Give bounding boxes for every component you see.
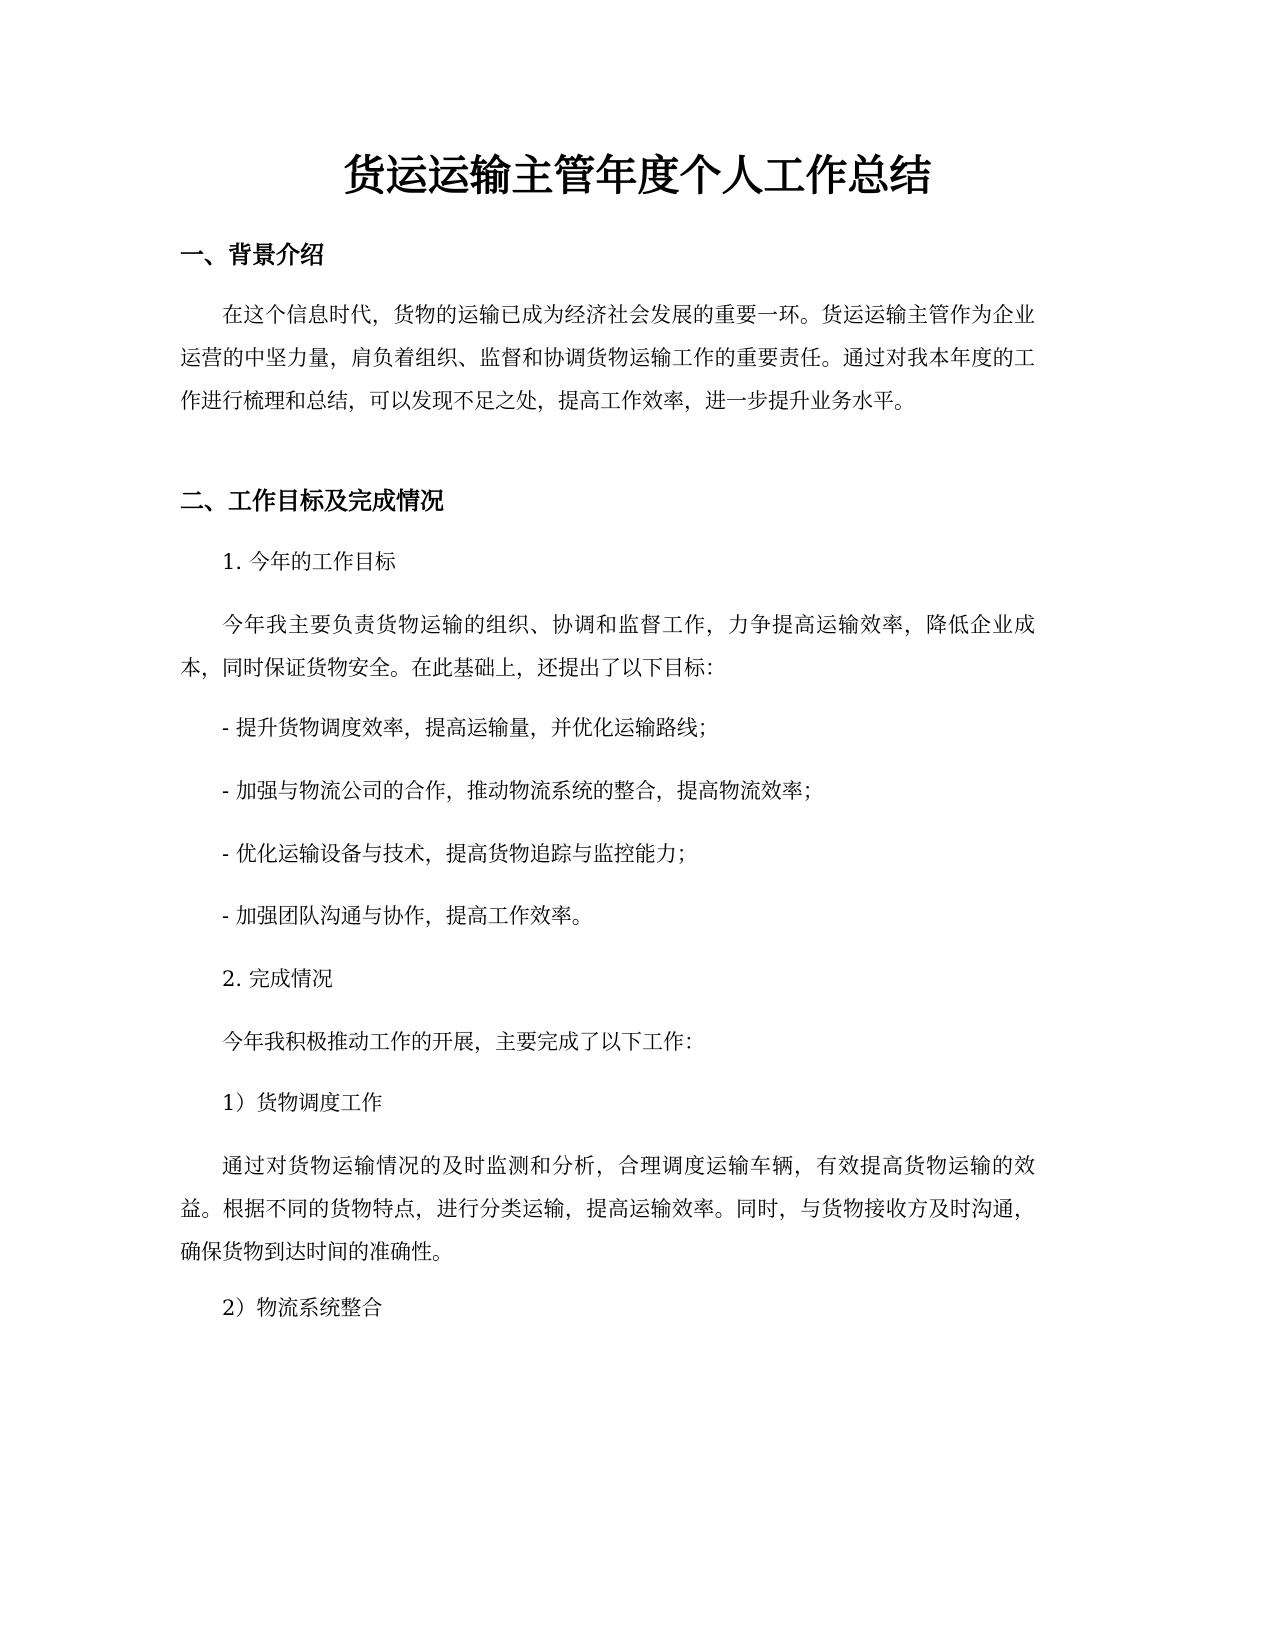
goal-item: - 优化运输设备与技术，提高货物追踪与监控能力； xyxy=(222,842,698,866)
goal-item: - 提升货物调度效率，提高运输量，并优化运输路线； xyxy=(222,716,719,740)
section-heading-background: 一、背景介绍 xyxy=(180,241,324,269)
background-paragraph: 在这个信息时代，货物的运输已成为经济社会发展的重要一环。货运运输主管作为企业运营的中坚力量，肩负着组织、监督和协调货物运输工作的重要责任。通过对我本年度的工作进行梳理和总结，可以发现不足之处，提高工作效率，进一步提升业务水平。 xyxy=(180,303,1035,413)
goals-subheading: 1. 今年的工作目标 xyxy=(222,550,396,574)
section-heading-goals-completion: 二、工作目标及完成情况 xyxy=(180,487,444,515)
document-title: 货运运输主管年度个人工作总结 xyxy=(343,151,932,200)
item1-paragraph: 通过对货物运输情况的及时监测和分析，合理调度运输车辆，有效提高货物运输的效益。根据不同的货物特点，进行分类运输，提高运输效率。同时，与货物接收方及时沟通，确保货物到达时间的准确性。 xyxy=(180,1154,1035,1264)
completion-subheading: 2. 完成情况 xyxy=(222,967,333,991)
item2-heading: 2）物流系统整合 xyxy=(222,1296,383,1320)
goals-paragraph: 今年我主要负责货物运输的组织、协调和监督工作，力争提高运输效率，降低企业成本，同时保证货物安全。在此基础上，还提出了以下目标： xyxy=(180,613,1035,680)
completion-intro: 今年我积极推动工作的开展，主要完成了以下工作： xyxy=(222,1030,705,1054)
item1-heading: 1）货物调度工作 xyxy=(222,1091,383,1115)
goal-item: - 加强团队沟通与协作，提高工作效率。 xyxy=(222,904,593,928)
goal-item: - 加强与物流公司的合作，推动物流系统的整合，提高物流效率； xyxy=(222,779,824,803)
